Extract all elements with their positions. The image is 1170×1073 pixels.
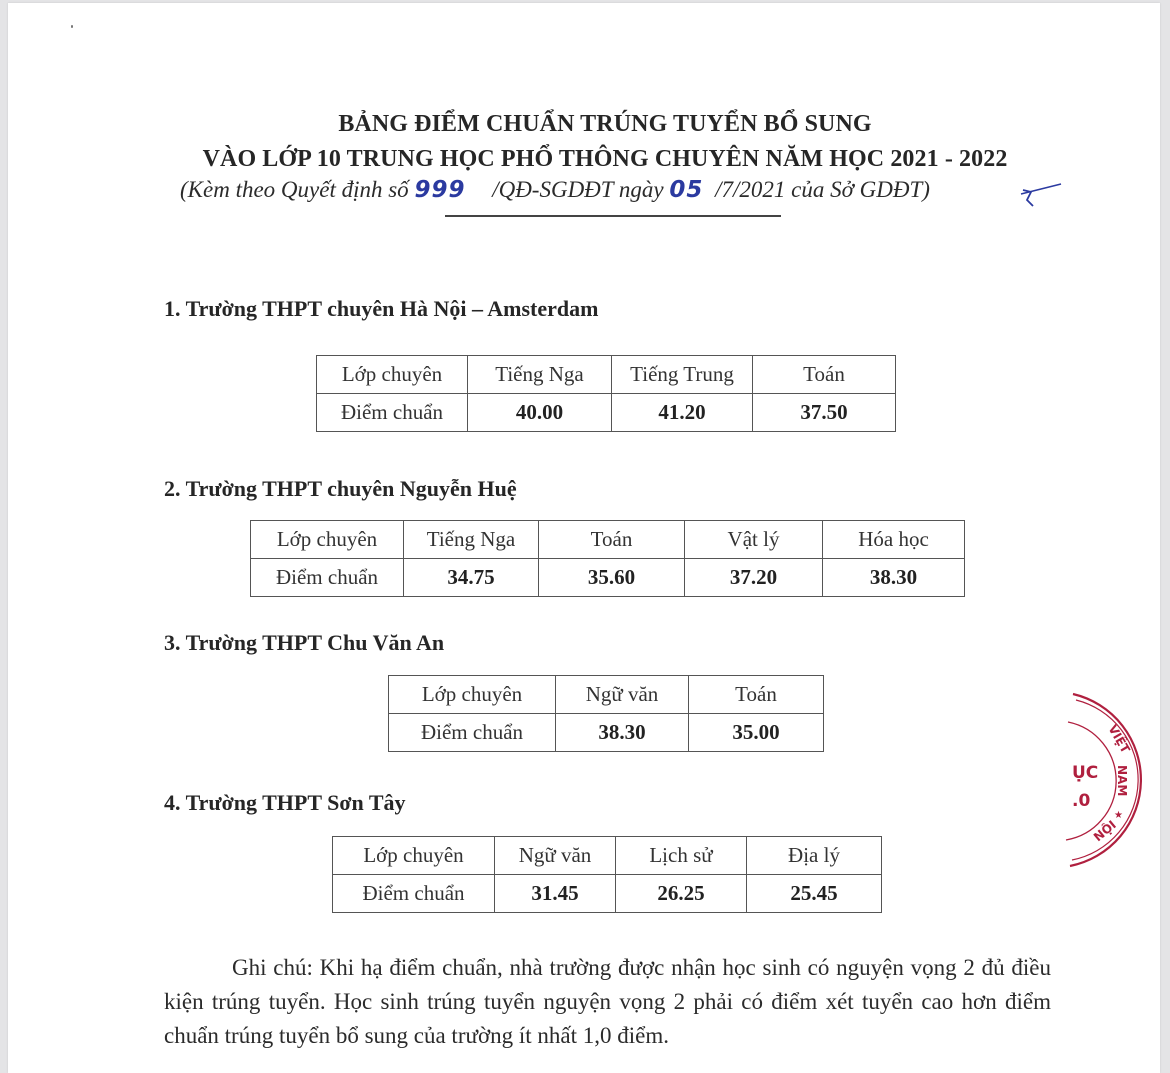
svg-text:ỤC: ỤC <box>1072 763 1099 783</box>
table-header-row <box>251 521 965 559</box>
table-header-row <box>317 356 896 394</box>
section-heading-1: 1. Trường THPT chuyên Hà Nội – Amsterdam <box>164 296 599 321</box>
table-score-row <box>317 394 896 432</box>
handwritten-mark-icon <box>1017 180 1063 208</box>
score-table-3 <box>388 675 824 752</box>
table-header-row <box>389 676 824 714</box>
row-score-label: Điểm chuẩn <box>317 394 468 432</box>
score-value: 35.60 <box>539 559 685 597</box>
score-table-4 <box>332 836 882 913</box>
title-underline-divider <box>445 215 781 217</box>
row-score-label: Điểm chuẩn <box>389 714 556 752</box>
document-title-line-2: VÀO LỚP 10 TRUNG HỌC PHỔ THÔNG CHUYÊN NĂM HỌC 2021 - 2022 <box>202 146 1008 172</box>
column-header: Toán <box>753 356 896 394</box>
score-value: 37.50 <box>753 394 896 432</box>
table-header-row <box>333 837 882 875</box>
score-value: 41.20 <box>612 394 753 432</box>
score-value: 26.25 <box>616 875 747 913</box>
section-heading-3: 3. Trường THPT Chu Văn An <box>164 630 445 655</box>
score-value: 34.75 <box>404 559 539 597</box>
subtitle-suffix: /7/2021 của Sở GDĐT) <box>709 177 930 202</box>
document-title-line-1: BẢNG ĐIỂM CHUẨN TRÚNG TUYỂN BỔ SUNG <box>338 111 872 137</box>
column-header: Hóa học <box>823 521 965 559</box>
score-table-2 <box>250 520 965 597</box>
svg-text:.0: .0 <box>1072 791 1091 811</box>
scan-speck <box>71 25 73 28</box>
score-value: 40.00 <box>468 394 612 432</box>
row-header-label: Lớp chuyên <box>317 356 468 394</box>
svg-text:VIỆT: VIỆT <box>1105 722 1133 756</box>
svg-text:NAM: NAM <box>1115 765 1129 797</box>
subtitle-prefix: (Kèm theo Quyết định số <box>180 177 415 202</box>
table-score-row <box>389 714 824 752</box>
score-table-1 <box>316 355 896 432</box>
column-header: Địa lý <box>747 837 882 875</box>
column-header: Toán <box>689 676 824 714</box>
score-value: 38.30 <box>556 714 689 752</box>
svg-text:★: ★ <box>1114 810 1123 821</box>
document-subtitle <box>180 177 930 203</box>
row-header-label: Lớp chuyên <box>251 521 404 559</box>
score-value: 31.45 <box>495 875 616 913</box>
subtitle-middle: /QĐ-SGDĐT ngày <box>486 177 670 202</box>
row-score-label: Điểm chuẩn <box>251 559 404 597</box>
column-header: Tiếng Trung <box>612 356 753 394</box>
column-header: Tiếng Nga <box>404 521 539 559</box>
note-paragraph <box>164 951 1051 1053</box>
svg-text:NỘI: NỘI <box>1090 817 1119 845</box>
score-value: 35.00 <box>689 714 824 752</box>
column-header: Lịch sử <box>616 837 747 875</box>
column-header: Ngữ văn <box>556 676 689 714</box>
score-value: 38.30 <box>823 559 965 597</box>
section-heading-4: 4. Trường THPT Sơn Tây <box>164 790 406 815</box>
column-header: Toán <box>539 521 685 559</box>
score-value: 25.45 <box>747 875 882 913</box>
handwritten-day: 05 <box>669 177 704 203</box>
column-header: Vật lý <box>685 521 823 559</box>
column-header: Ngữ văn <box>495 837 616 875</box>
table-score-row <box>333 875 882 913</box>
official-stamp-icon <box>1058 690 1148 870</box>
score-value: 37.20 <box>685 559 823 597</box>
row-score-label: Điểm chuẩn <box>333 875 495 913</box>
section-heading-2: 2. Trường THPT chuyên Nguyễn Huệ <box>164 476 517 501</box>
row-header-label: Lớp chuyên <box>333 837 495 875</box>
row-header-label: Lớp chuyên <box>389 676 556 714</box>
handwritten-decision-number: 999 <box>414 177 466 203</box>
table-score-row <box>251 559 965 597</box>
note-text: Ghi chú: Khi hạ điểm chuẩn, nhà trường được nhận học sinh có nguyện vọng 2 đủ điều kiện trúng tuyển. Học sinh trúng tuyển nguyện vọng 2 phải có điểm xét tuyển cao hơn điểm chuẩn trúng tuyển bổ sung của trường ít nhất 1,0 điểm. <box>164 955 1051 1048</box>
column-header: Tiếng Nga <box>468 356 612 394</box>
